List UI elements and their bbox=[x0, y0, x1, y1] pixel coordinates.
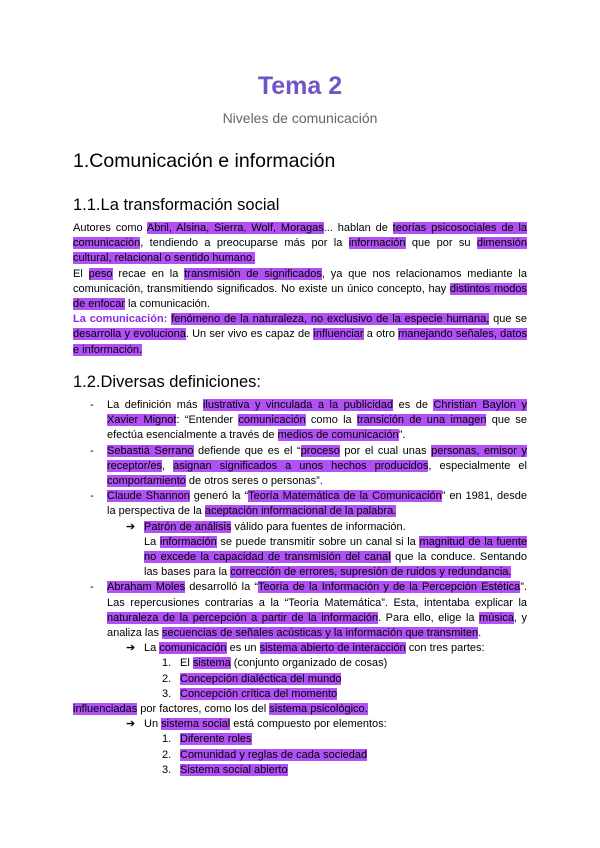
sub-list-item-text bbox=[144, 718, 387, 730]
highlighted-text: comunicación bbox=[238, 414, 306, 427]
lead-term: La comunicación: bbox=[73, 313, 168, 326]
highlighted-text: Teoría de la Información y de la Percepción Estética bbox=[258, 581, 521, 594]
text-run: se puede transmitir sobre un canal si la bbox=[216, 535, 420, 548]
text-run: a otro bbox=[363, 328, 399, 341]
numbered-item-text bbox=[180, 749, 367, 761]
text-run: . Para ello, elige la bbox=[378, 611, 480, 624]
bullet-dash: - bbox=[90, 444, 94, 457]
text-run: ... hablan de bbox=[323, 222, 393, 234]
bullet-dash: - bbox=[90, 581, 94, 594]
bullet-dash: - bbox=[90, 490, 94, 503]
highlighted-text: Concepción crítica del momento bbox=[180, 687, 338, 700]
text-run: . Un ser vivo es capaz de bbox=[185, 328, 314, 341]
text-run: ”. bbox=[398, 429, 406, 442]
highlighted-text: Sistema social abierto bbox=[180, 763, 288, 776]
sub-list-item bbox=[73, 717, 527, 732]
text-run: por factores, como los del bbox=[137, 703, 270, 716]
highlighted-text: manejando señales, datos e información. bbox=[73, 328, 527, 356]
highlighted-text: influenciar bbox=[313, 328, 364, 341]
highlighted-text: transición de una imagen bbox=[356, 414, 487, 427]
list-item bbox=[73, 398, 527, 444]
list-item-text bbox=[107, 445, 527, 487]
text-run: El bbox=[180, 657, 193, 670]
numbered-item bbox=[73, 763, 527, 778]
indented-paragraph bbox=[73, 535, 527, 581]
numbered-item bbox=[73, 656, 527, 671]
list-item-text bbox=[107, 581, 527, 639]
numbered-item bbox=[73, 672, 527, 687]
highlighted-text: asignan significados a unos hechos producidos bbox=[173, 459, 429, 472]
highlighted-text: corrección de errores, supresión de ruidos y redundancia. bbox=[230, 566, 512, 579]
highlighted-text: Concepción dialéctica del mundo bbox=[180, 672, 342, 685]
text-run: está compuesto por elementos: bbox=[230, 718, 387, 731]
subsection-heading: 1.2.Diversas definiciones: bbox=[73, 373, 262, 391]
text-run: El bbox=[73, 267, 89, 280]
numbered-item-text bbox=[180, 673, 341, 685]
highlighted-text: desarrolla y evoluciona bbox=[73, 328, 186, 341]
highlighted-text: fenómeno de la naturaleza, no exclusivo de la especie humana, bbox=[171, 313, 490, 326]
highlighted-text: peso bbox=[88, 267, 113, 280]
text-run: La bbox=[144, 535, 160, 548]
text-run: defiende que es el “ bbox=[193, 444, 301, 457]
sub-list-item bbox=[73, 641, 527, 656]
text-run: : “Entender bbox=[176, 414, 239, 427]
highlighted-text: Patrón de análisis bbox=[144, 520, 232, 533]
text-run: , tendiendo a preocuparse más por la bbox=[140, 237, 349, 250]
highlighted-text: proceso bbox=[300, 444, 340, 457]
text-run: La bbox=[144, 642, 160, 655]
text-run: es de bbox=[393, 399, 434, 411]
sub-list-item bbox=[73, 520, 527, 535]
text-run: que la conduce. Sentando las bases para la bbox=[144, 551, 527, 579]
text-run: , bbox=[162, 459, 174, 472]
text-run: Autores como bbox=[73, 222, 147, 234]
text-run: , y analiza las bbox=[107, 611, 527, 640]
highlighted-text: Teoría Matemática de la Comunicación bbox=[248, 490, 442, 503]
highlighted-text: distintos modos de enfocar bbox=[73, 282, 527, 311]
item-number: 3. bbox=[162, 687, 172, 700]
highlighted-text: teorías psicosociales de la comunicación bbox=[73, 222, 528, 250]
text-run: Un bbox=[144, 718, 162, 731]
numbered-item-text bbox=[180, 764, 288, 776]
paragraph bbox=[73, 312, 527, 358]
numbered-item bbox=[73, 687, 527, 702]
definitions-list bbox=[73, 398, 527, 778]
text-run: con tres partes: bbox=[405, 642, 485, 655]
sub-list-item-text bbox=[144, 521, 406, 533]
highlighted-text: Diferente roles bbox=[180, 733, 252, 746]
highlighted-text: comportamiento bbox=[107, 475, 186, 488]
arrow-icon: ➔ bbox=[126, 642, 136, 655]
highlighted-text: Abril, Alsina, Sierra, Wolf, Moragas bbox=[146, 222, 324, 234]
section-heading: 1.Comunicación e información bbox=[73, 150, 336, 172]
numbered-item-text bbox=[180, 688, 337, 700]
list-item-text bbox=[107, 399, 527, 441]
highlighted-text: transmisión de significados bbox=[184, 267, 322, 280]
highlighted-text: naturaleza de la percepción a partir de la información bbox=[107, 611, 379, 624]
subsection-heading: 1.1.La transformación social bbox=[73, 196, 280, 214]
text-run: desarrolló la “ bbox=[185, 581, 258, 594]
highlighted-text: comunicación bbox=[159, 642, 227, 655]
paragraph bbox=[73, 221, 527, 267]
paragraph bbox=[73, 267, 527, 313]
item-number: 2. bbox=[162, 748, 172, 761]
highlighted-text: Abraham Moles bbox=[107, 581, 186, 594]
highlighted-text: magnitud de la fuente no excede la capacidad de transmisión del canal bbox=[144, 535, 527, 564]
highlighted-text: sistema bbox=[192, 657, 231, 670]
highlighted-text: sistema psicológico. bbox=[269, 703, 368, 716]
arrow-icon: ➔ bbox=[126, 520, 136, 533]
text-run: ”. Las repercusiones contrarias a la “Teoría Matemática”. Esta, intentaba explicar la bbox=[107, 581, 527, 609]
continuation-line bbox=[73, 702, 527, 717]
highlighted-text: sistema social bbox=[161, 718, 231, 731]
numbered-item bbox=[73, 748, 527, 763]
sub-list-item-text bbox=[144, 642, 485, 654]
text-run: , especialmente el bbox=[428, 459, 527, 472]
numbered-item bbox=[73, 732, 527, 747]
numbered-list bbox=[73, 732, 527, 778]
item-number: 1. bbox=[162, 657, 172, 670]
list-item bbox=[73, 444, 527, 490]
page-title: Tema 2 bbox=[257, 72, 343, 100]
bullet-dash: - bbox=[90, 399, 94, 411]
text-run: que se bbox=[489, 313, 527, 326]
text-run: es un bbox=[226, 642, 260, 655]
text-run: por el cual unas bbox=[339, 444, 432, 457]
item-number: 2. bbox=[162, 672, 172, 685]
item-number: 3. bbox=[162, 763, 172, 776]
page-subtitle: Niveles de comunicación bbox=[222, 110, 378, 126]
highlighted-text: dimensión cultural, relacional o sentido humano. bbox=[73, 237, 528, 265]
text-run: que por su bbox=[405, 237, 477, 250]
item-number: 1. bbox=[162, 733, 172, 746]
text-run: ” en 1981, desde la perspectiva de la bbox=[107, 490, 527, 518]
highlighted-text: influenciadas bbox=[73, 703, 138, 716]
highlighted-text: Christian Baylon y Xavier Mignot bbox=[107, 399, 527, 427]
text-run: , ya que nos relacionamos mediante la comunicación, transmitiendo significados. No existe un único concepto, hay bbox=[73, 267, 527, 295]
highlighted-text: Comunidad y reglas de cada sociedad bbox=[180, 748, 368, 761]
text-run: como la bbox=[305, 414, 357, 427]
text-run: de otros seres o personas”. bbox=[185, 475, 323, 488]
list-item bbox=[73, 580, 527, 641]
highlighted-text: sistema abierto de interacción bbox=[259, 642, 406, 655]
numbered-item-text bbox=[180, 733, 252, 745]
text-run: válido para fuentes de información. bbox=[231, 520, 406, 533]
text-run: (conjunto organizado de cosas) bbox=[230, 657, 388, 670]
text-run: la comunicación. bbox=[124, 298, 210, 311]
list-item bbox=[73, 489, 527, 519]
highlighted-text: música bbox=[479, 611, 514, 624]
text-run: . bbox=[478, 627, 482, 640]
text-run: recae en la bbox=[112, 267, 185, 280]
highlighted-text: información bbox=[159, 535, 217, 548]
text-run: que se efectúa esencialmente a través de bbox=[107, 414, 527, 442]
numbered-item-text bbox=[180, 657, 387, 669]
highlighted-text: Claude Shannon bbox=[107, 490, 190, 503]
highlighted-text: personas, emisor y receptor/es bbox=[107, 444, 527, 472]
list-item-text bbox=[107, 490, 527, 517]
intro-paragraphs bbox=[73, 221, 527, 358]
text-run: generó la “ bbox=[189, 490, 249, 503]
text-run: La definición más bbox=[107, 399, 203, 411]
highlighted-text: medios de comunicación bbox=[277, 429, 399, 442]
highlighted-text: secuencias de señales acústicas y la información que transmiten bbox=[162, 627, 479, 640]
highlighted-text: ilustrativa y vinculada a la publicidad bbox=[202, 399, 394, 411]
numbered-list bbox=[73, 656, 527, 702]
highlighted-text: Sebastià Serrano bbox=[107, 444, 194, 457]
highlighted-text: aceptación informacional de la palabra. bbox=[204, 505, 397, 518]
highlighted-text: información bbox=[348, 237, 406, 250]
arrow-icon: ➔ bbox=[126, 718, 136, 731]
